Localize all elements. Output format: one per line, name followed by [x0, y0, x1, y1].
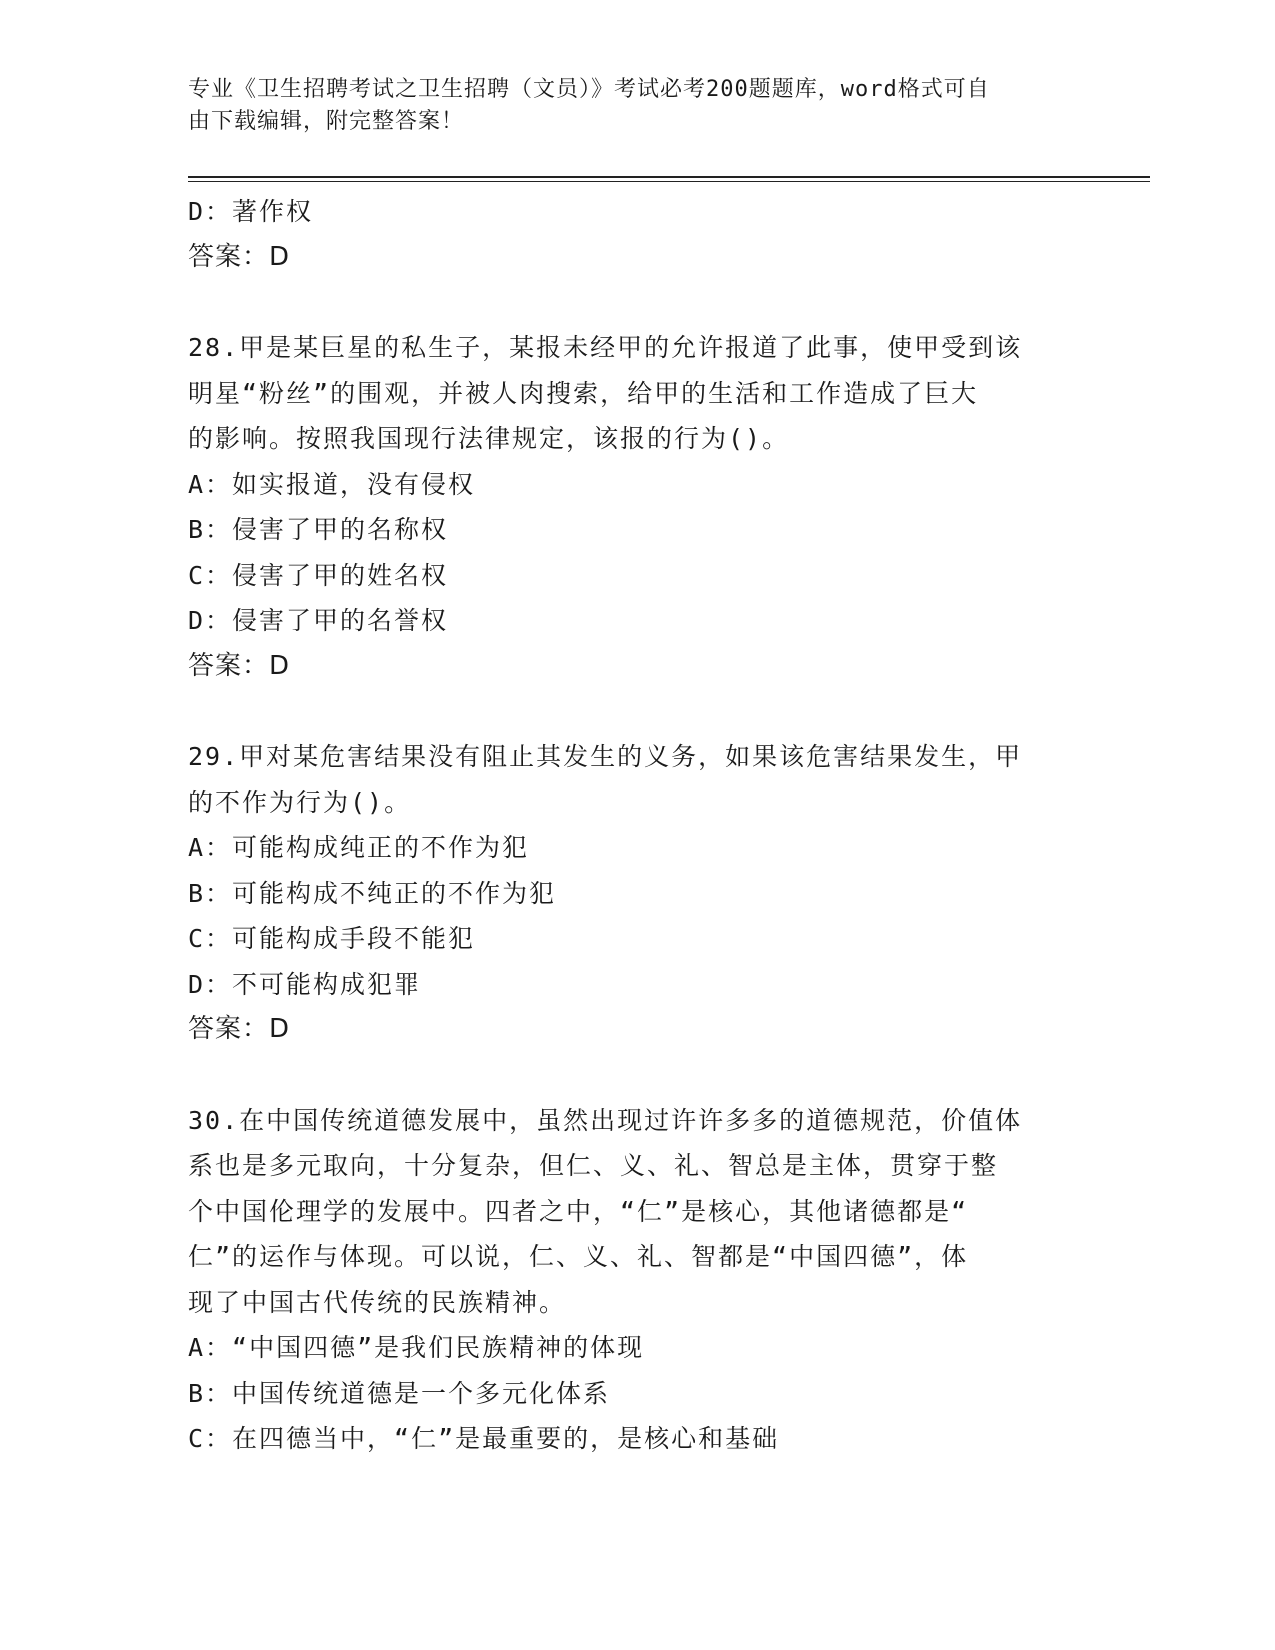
question-30	[188, 1098, 1088, 1462]
option-a: A：如实报道，没有侵权	[188, 469, 476, 499]
option-b: B：中国传统道德是一个多元化体系	[188, 1378, 611, 1408]
spacer	[188, 689, 1088, 734]
option-b: B：侵害了甲的名称权	[188, 515, 449, 544]
question-stem-line: 明星“粉丝”的围观，并被人肉搜索，给甲的生活和工作造成了巨大	[188, 378, 979, 408]
option-c: C：可能构成手段不能犯	[188, 924, 476, 953]
option-d: D：侵害了甲的名誉权	[188, 606, 449, 635]
question-stem-line: 个中国伦理学的发展中。四者之中，“仁”是核心，其他诸德都是“	[188, 1196, 969, 1226]
option-a: A：可能构成纯正的不作为犯	[188, 833, 530, 862]
question-stem-line: 现了中国古代传统的民族精神。	[188, 1287, 567, 1317]
spacer	[188, 1053, 1088, 1098]
carryover-option-d: D：著作权	[188, 197, 314, 226]
header-line-1: 专业《卫生招聘考试之卫生招聘（文员）》考试必考200题题库，word格式可自	[188, 77, 990, 102]
question-stem-line: 仁”的运作与体现。可以说，仁、义、礼、智都是“中国四德”，体	[188, 1242, 969, 1271]
question-28	[188, 325, 1088, 689]
answer: 答案：D	[188, 650, 291, 681]
option-c: C：在四德当中，“仁”是最重要的，是核心和基础	[188, 1424, 780, 1453]
document-header	[188, 74, 1068, 138]
question-stem-line: 系也是多元取向，十分复杂，但仁、义、礼、智总是主体，贯穿于整	[188, 1151, 999, 1180]
carryover-answer: 答案：D	[188, 241, 291, 272]
question-stem-line: 28.甲是某巨星的私生子，某报未经甲的允许报道了此事，使甲受到该	[188, 333, 1023, 362]
question-29	[188, 734, 1088, 1053]
option-d: D：不可能构成犯罪	[188, 969, 422, 999]
question-stem-line: 的不作为行为()。	[188, 787, 412, 817]
option-b: B：可能构成不纯正的不作为犯	[188, 878, 557, 908]
option-a: A：“中国四德”是我们民族精神的体现	[188, 1333, 645, 1362]
spacer	[188, 280, 1088, 325]
header-line-2: 由下载编辑，附完整答案！	[188, 109, 465, 134]
question-stem-line: 的影响。按照我国现行法律规定，该报的行为()。	[188, 424, 790, 453]
question-content	[188, 189, 1088, 1462]
question-stem-line: 29.甲对某危害结果没有阻止其发生的义务，如果该危害结果发生，甲	[188, 742, 1023, 771]
header-rule-thick	[188, 176, 1150, 178]
header-rule-thin	[188, 181, 1150, 182]
answer: 答案：D	[188, 1014, 291, 1044]
option-c: C：侵害了甲的姓名权	[188, 560, 449, 590]
question-stem-line: 30.在中国传统道德发展中，虽然出现过许许多多的道德规范，价值体	[188, 1105, 1023, 1135]
